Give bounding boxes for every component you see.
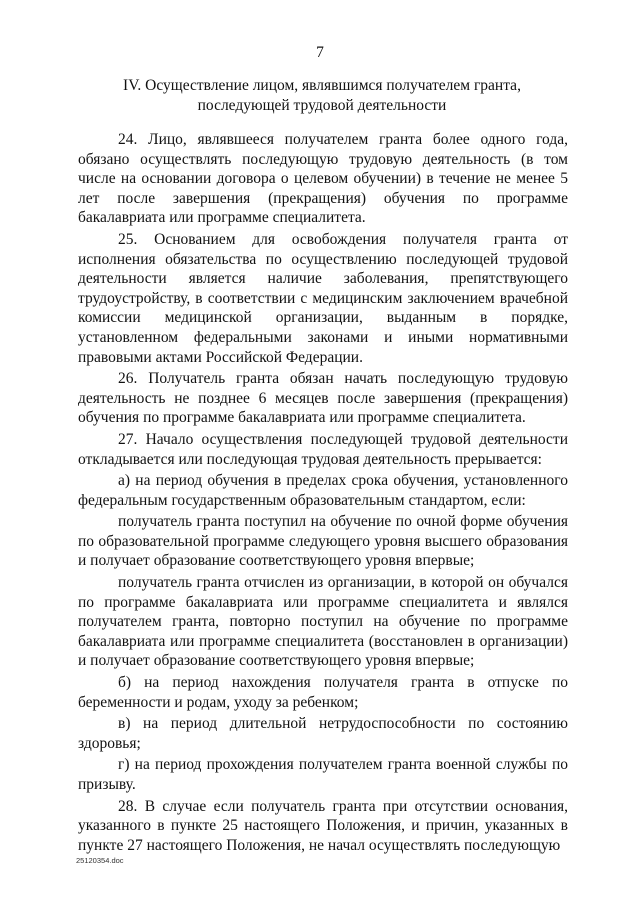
section-heading-line-1: IV. Осуществление лицом, являвшимся получателем гранта, [123,77,521,94]
file-name-footer: 25120354.doc [76,856,124,865]
subparagraph-g: г) на период прохождения получателем гранта военной службы по призыву. [78,756,568,793]
subparagraph-v: в) на период длительной нетрудоспособности по состоянию здоровья; [78,715,568,752]
paragraph-24: 24. Лицо, являвшееся получателем гранта более одного года, обязано осуществлять последующую трудовую деятельность (в том числе на основании договора о целевом обучении) в течение не менее 5 лет после завершения (прекращения) обучения по программе бакалавриата или программе специалитета. [78,131,568,227]
paragraph-28: 28. В случае если получатель гранта при отсутствии основания, указанного в пункте 25 настоящего Положения, и причин, указанных в пункте 27 настоящего Положения, не начал осуществлять последующую [78,797,568,854]
paragraph-26: 26. Получатель гранта обязан начать последующую трудовую деятельность не позднее 6 месяцев после завершения (прекращения) обучения по программе бакалавриата или программе специалитета. [78,370,568,427]
section-heading [76,76,568,116]
paragraph-27: 27. Начало осуществления последующей трудовой деятельности откладывается или последующая трудовая деятельность прерывается: [78,430,568,468]
page-number: 7 [316,44,324,61]
subparagraph-b: б) на период нахождения получателя гранта в отпуске по беременности и родам, уходу за ребенком; [78,674,568,711]
section-heading-line-2: последующей трудовой деятельности [197,97,447,114]
subparagraph-a: а) на период обучения в пределах срока обучения, установленного федеральным государственным образовательным стандартом, если: [78,472,568,509]
document-body [78,130,568,857]
paragraph-25: 25. Основанием для освобождения получателя гранта от исполнения обязательства по осуществлению последующей трудовой деятельности является наличие заболевания, препятствующего трудоустройству, в соответствии с медицинским заключением врачебной комиссии медицинской организации, выданным в порядке, установленном федеральными законами и иными нормативными правовыми актами Российской Федерации. [78,230,568,366]
subparagraph-a-item-2: получатель гранта отчислен из организации, в которой он обучался по программе бакалавриата или программе специалитета и являлся получателем гранта, повторно поступил на обучение по программе бакалавриата или программе специалитета (восстановлен в организации) и получает образование соответствующего уровня впервые; [78,574,568,670]
subparagraph-a-item-1: получатель гранта поступил на обучение по очной форме обучения по образовательной программе следующего уровня высшего образования и получает образование соответствующего уровня впервые; [78,513,568,570]
